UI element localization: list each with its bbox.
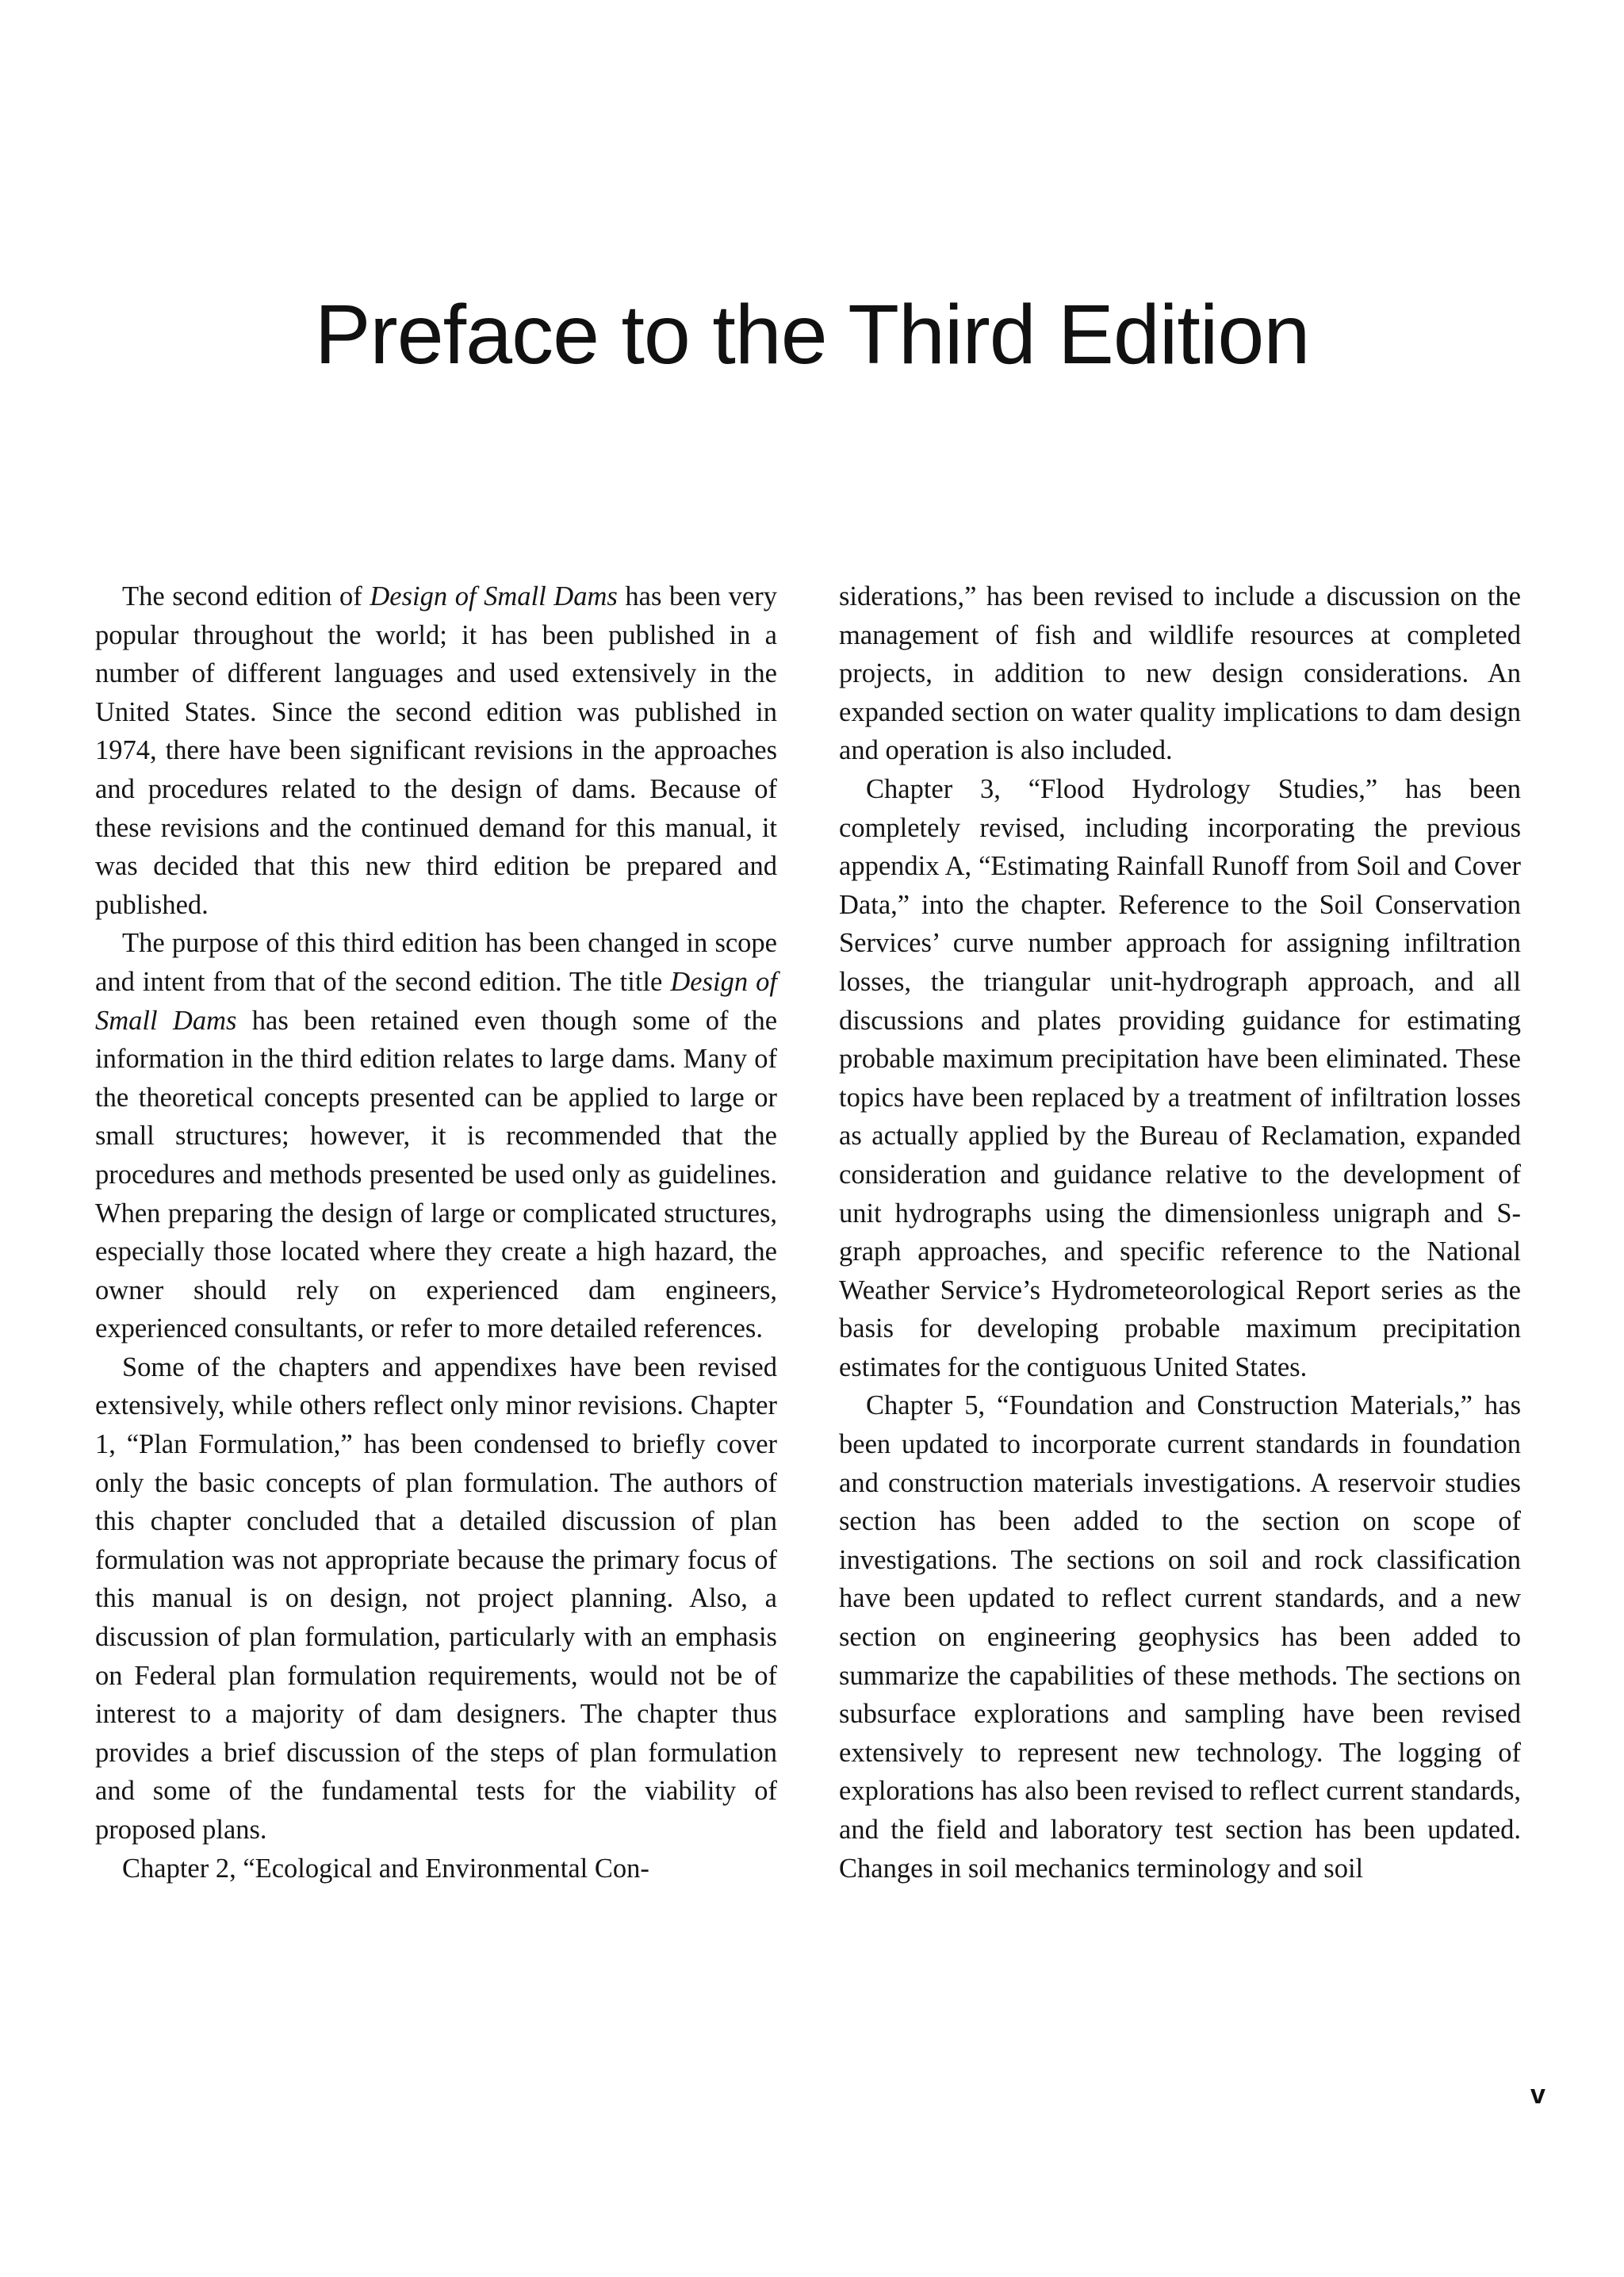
right-column [839, 577, 1521, 1888]
left-column [95, 577, 777, 1888]
page-number: v [1530, 2080, 1545, 2110]
paragraph: Chapter 5, “Foundation and Construction Materials,” has been updated to incorporate current standards in foundation and construction materials investigations. A reservoir studies section has been added to the section on scope of investigations. The sections on soil and rock classification have been updated to reflect current standards, and a new section on engineering geophysics has been added to summarize the capabilities of these methods. The sections on subsurface explorations and sampling have been revised extensively to represent new technology. The logging of explorations has also been revised to reflect current standards, and the field and laboratory test section has been updated. Changes in soil mechanics terminology and soil [839, 1390, 1521, 1884]
paragraph: The second edition of Design of Small Dams has been very popular throughout the world; it has been published in a number of different languages and used extensively in the United States. Since the second edition was published in 1974, there have been significant revisions in the approaches and procedures related to the design of dams. Because of these revisions and the continued demand for this manual, it was decided that this new third edition be prepared and published. [95, 581, 777, 920]
paragraph: Chapter 2, “Ecological and Environmental Con- [122, 1853, 649, 1884]
book-title: Design of Small Dams [95, 966, 777, 1036]
page-title: Preface to the Third Edition [314, 288, 1310, 381]
paragraph-continued: siderations,” has been revised to include a discussion on the management of fish and wildlife resources at completed projects, in addition to new design considerations. An expanded section on water quality implications to dam design and operation is also included. [839, 581, 1521, 766]
paragraph: The purpose of this third edition has been changed in scope and intent from that of the second edition. The title Design of Small Dams has been retained even though some of the information in the third edition relates to large dams. Many of the theoretical concepts presented can be applied to large or small structures; however, it is recommended that the procedures and methods presented be used only as guidelines. When preparing the design of large or complicated structures, especially those located where they create a high hazard, the owner should rely on experienced dam engineers, experienced consultants, or refer to more detailed references. [95, 928, 778, 1344]
book-title: Design of Small Dams [370, 581, 618, 611]
paragraph: Some of the chapters and appendixes have been revised extensively, while others reflect only minor revisions. Chapter 1, “Plan Formulation,” has been condensed to briefly cover only the basic concepts of plan formulation. The authors of this chapter concluded that a detailed discussion of plan formulation was not appropriate because the primary focus of this manual is on design, not project planning. Also, a discussion of plan formulation, particularly with an emphasis on Federal plan formulation requirements, would not be of interest to a majority of dam designers. The chapter thus provides a brief discussion of the steps of plan formulation and some of the fundamental tests for the viability of proposed plans. [95, 1351, 777, 1845]
paragraph: Chapter 3, “Flood Hydrology Studies,” has been completely revised, including incorporating the previous appendix A, “Estimating Rainfall Runoff from Soil and Cover Data,” into the chapter. Reference to the Soil Conservation Services’ curve number approach for assigning infiltration losses, the triangular unit-hydrograph approach, and all discussions and plates providing guidance for estimating probable maximum precipitation have been eliminated. These topics have been replaced by a treatment of infiltration losses as actually applied by the Bureau of Reclamation, expanded consideration and guidance relative to the development of unit hydrographs using the dimensionless unigraph and S-graph approaches, and specific reference to the National Weather Service’s Hydrometeorological Report series as the basis for developing probable maximum precipitation estimates for the contiguous United States. [839, 773, 1521, 1382]
